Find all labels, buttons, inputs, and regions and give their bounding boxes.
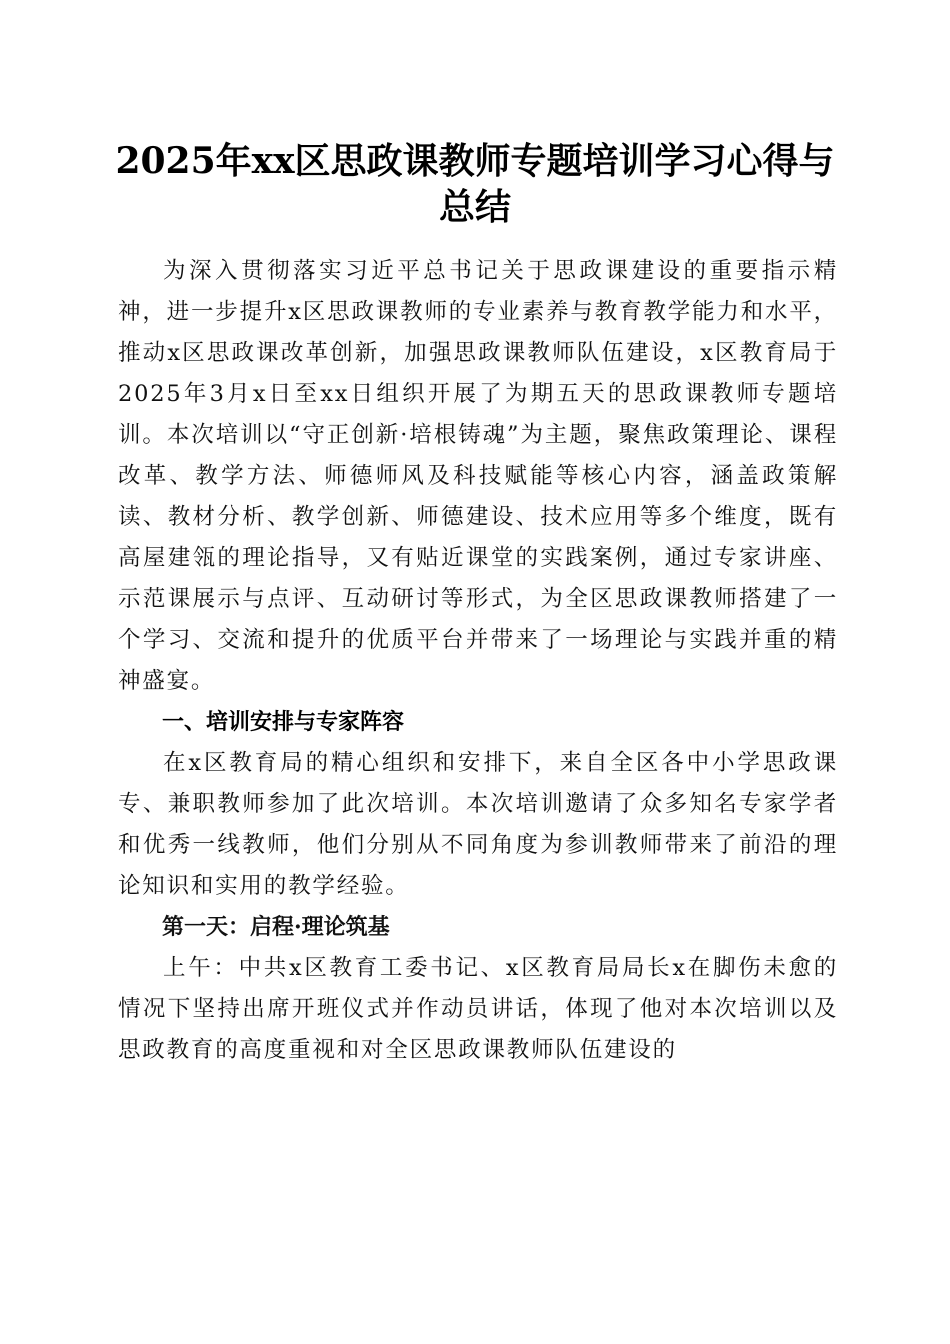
day-1-heading: 第一天：启程·理论筑基 <box>162 914 390 940</box>
day-1-morning-paragraph: 上午：中共x区教育工委书记、x区教育局局长x在脚伤未愈的情况下坚持出席开班仪式并作动员讲话，体现了他对本次培训以及思政教育的高度重视和对全区思政课教师队伍建设的 <box>118 955 838 1063</box>
document-title <box>110 138 840 230</box>
document-body <box>118 251 838 1071</box>
title-line-2: 总结 <box>438 186 511 228</box>
intro-paragraph: 为深入贯彻落实习近平总书记关于思政课建设的重要指示精神，进一步提升x区思政课教师的专业素养与教育教学能力和水平，推动x区思政课改革创新，加强思政课教师队伍建设，x区教育局于2025年3月x日至xx日组织开展了为期五天的思政课教师专题培训。本次培训以“守正创新·培根铸魂”为主题，聚焦政策理论、课程改革、教学方法、师德师风及科技赋能等核心内容，涵盖政策解读、教材分析、教学创新、师德建设、技术应用等多个维度，既有高屋建瓴的理论指导，又有贴近课堂的实践案例，通过专家讲座、示范课展示与点评、互动研讨等形式，为全区思政课教师搭建了一个学习、交流和提升的优质平台并带来了一场理论与实践并重的精神盛宴。 <box>118 258 838 694</box>
section-1-heading: 一、培训安排与专家阵容 <box>162 710 405 735</box>
title-line-1: 2025年xx区思政课教师专题培训学习心得与 <box>115 140 835 182</box>
section-1-paragraph: 在x区教育局的精心组织和安排下，来自全区各中小学思政课专、兼职教师参加了此次培训。本次培训邀请了众多知名专家学者和优秀一线教师，他们分别从不同角度为参训教师带来了前沿的理论知识和实用的教学经验。 <box>118 750 838 899</box>
